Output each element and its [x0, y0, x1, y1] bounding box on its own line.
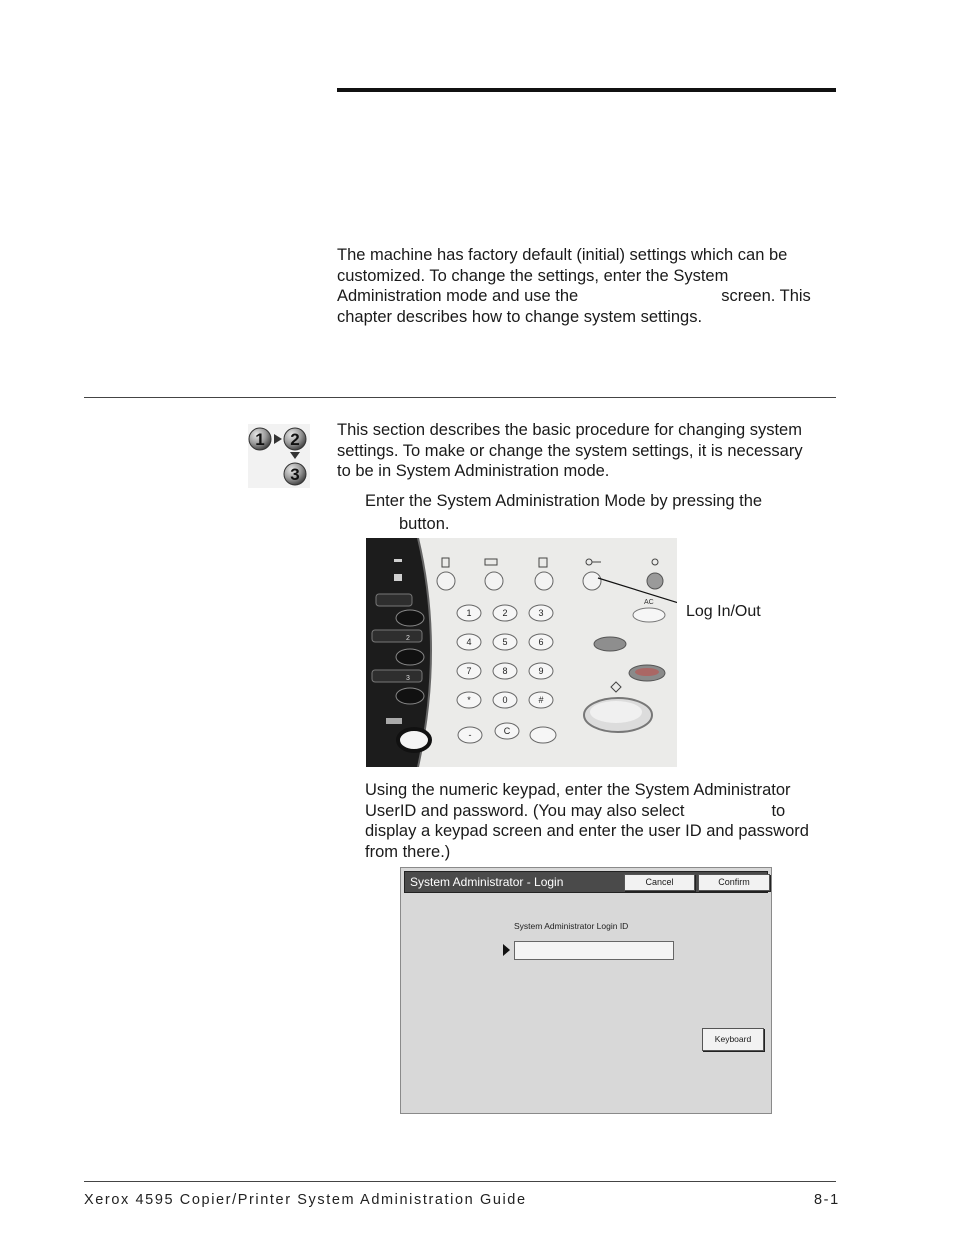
panel-button[interactable]	[535, 572, 553, 590]
control-panel-illustration	[366, 538, 677, 767]
keypad-key-label: 1	[466, 608, 472, 618]
footer-rule	[84, 1181, 836, 1182]
tray-label: 2	[406, 635, 410, 642]
keypad-key-label: -	[468, 730, 472, 740]
log-in-out-button[interactable]	[583, 572, 601, 590]
intro-line	[337, 286, 837, 307]
keypad-key-label: 6	[538, 637, 544, 647]
keypad-key-label: C	[503, 726, 511, 736]
step1-line: Enter the System Administration Mode by pressing the	[365, 492, 763, 510]
step2-line: from there.)	[365, 842, 451, 861]
login-screen	[400, 867, 772, 1114]
page-number: 8-1	[814, 1192, 840, 1208]
tray-label: 3	[406, 675, 410, 682]
keypad-key-label: 9	[538, 666, 544, 676]
section-paragraph	[337, 420, 837, 482]
section-line: settings. To make or change the system settings, it is necessary	[337, 441, 803, 460]
keypad-key-label: 8	[502, 666, 508, 676]
intro-line: chapter describes how to change system settings.	[337, 307, 703, 326]
keypad-key-label: *	[467, 695, 471, 705]
keypad-key-label: 0	[502, 695, 508, 705]
steps-icon	[248, 424, 310, 488]
step1-line: button.	[399, 514, 450, 533]
login-id-label: System Administrator Login ID	[514, 921, 629, 931]
field-pointer-icon	[503, 944, 510, 956]
keypad-key-label: 7	[466, 666, 472, 676]
keypad-key[interactable]	[530, 727, 556, 743]
energy-saver-button[interactable]	[647, 573, 663, 589]
step2-line	[365, 801, 835, 822]
step2-line-part: to	[771, 801, 786, 820]
ac-label: AC	[644, 599, 654, 606]
step2-text	[365, 780, 835, 862]
interrupt-button[interactable]	[594, 637, 626, 651]
keypad-key-label: 5	[502, 637, 508, 647]
step2-line: Using the numeric keypad, enter the System Administrator	[365, 781, 791, 799]
step1-text	[365, 491, 835, 534]
section-line: to be in System Administration mode.	[337, 462, 610, 480]
cancel-button[interactable]: Cancel	[624, 874, 695, 891]
section-line: This section describes the basic procedure for changing system	[337, 421, 802, 439]
bezel-button[interactable]	[398, 729, 430, 751]
step-number: 1	[255, 430, 265, 449]
intro-line: The machine has factory default (initial) settings which can be	[337, 246, 788, 264]
panel-button[interactable]	[437, 572, 455, 590]
bezel-button[interactable]	[396, 649, 424, 665]
keyboard-button[interactable]: Keyboard	[702, 1028, 764, 1051]
log-in-out-callout-label: Log In/Out	[686, 603, 761, 620]
keypad-key-label: 2	[502, 608, 508, 618]
control-panel-photo	[366, 538, 677, 767]
step2-line: display a keypad screen and enter the user ID and password	[365, 822, 809, 840]
intro-paragraph	[337, 245, 837, 327]
bezel-button[interactable]	[396, 610, 424, 626]
panel-button[interactable]	[485, 572, 503, 590]
section-rule	[84, 397, 836, 398]
footer-title: Xerox 4595 Copier/Printer System Administration Guide	[84, 1192, 527, 1208]
step-number: 3	[290, 465, 300, 484]
intro-line: customized. To change the settings, enter the System	[337, 266, 729, 285]
step2-line-part: UserID and password. (You may also select	[365, 801, 685, 820]
intro-line-part: screen. This	[721, 287, 811, 305]
bezel-button[interactable]	[396, 688, 424, 704]
intro-line-part: Administration mode and use the	[337, 287, 579, 305]
login-title: System Administrator - Login	[410, 875, 564, 889]
keypad-key-label: 3	[538, 608, 544, 618]
login-id-field[interactable]	[514, 941, 674, 960]
login-title-bar	[404, 871, 768, 893]
step-number: 2	[290, 430, 300, 449]
confirm-button[interactable]: Confirm	[698, 874, 770, 891]
keypad-key-label: #	[538, 695, 544, 705]
keypad-key-label: 4	[466, 637, 472, 647]
clear-all-button[interactable]	[633, 608, 665, 622]
chapter-title-rule	[337, 88, 836, 92]
